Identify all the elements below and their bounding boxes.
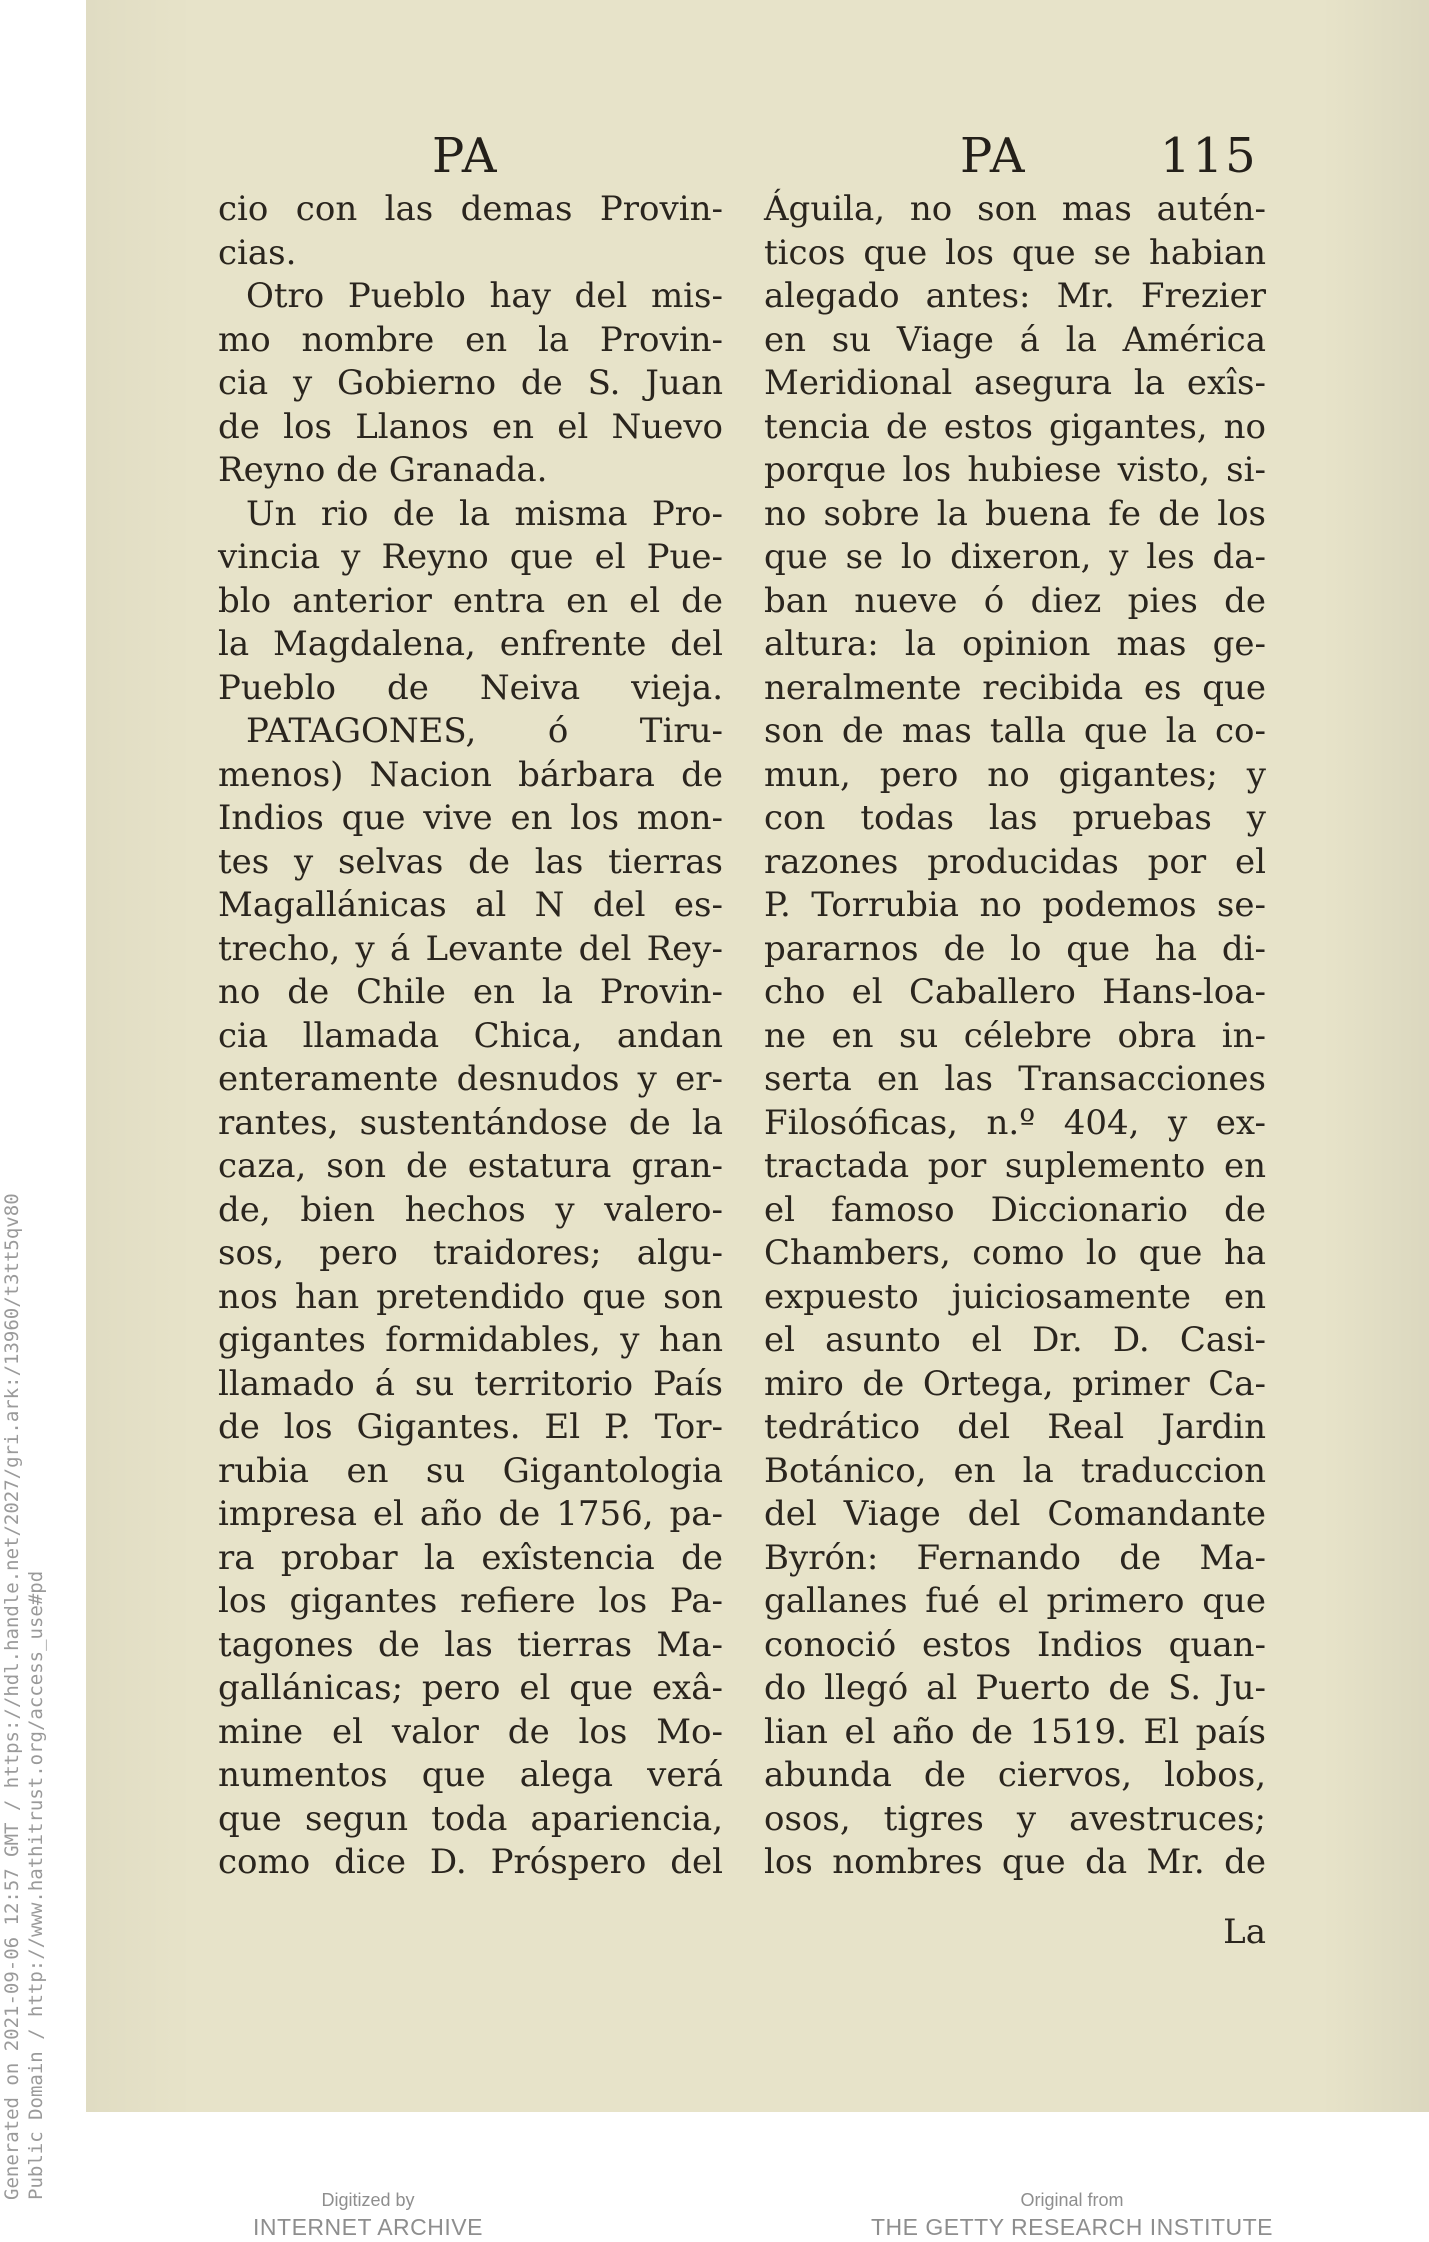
text-line: cio con las demas Provin- (218, 189, 723, 229)
text-line: gigantes formidables, y han (218, 1320, 723, 1360)
text-line: como dice D. Próspero del (218, 1842, 723, 1882)
text-line: cho el Caballero Hans-loa- (764, 972, 1266, 1012)
original-from-credit (862, 2188, 1282, 2242)
catchword (764, 1911, 1266, 1955)
text-line: blo anterior entra en el de (218, 580, 723, 621)
text-line: abunda de ciervos, lobos, (764, 1755, 1266, 1795)
text-line: alegado antes: Mr. Frezier (764, 276, 1266, 316)
getty-institute-label: THE GETTY RESEARCH INSTITUTE (870, 2214, 1274, 2240)
text-line: de los Llanos en el Nuevo (218, 406, 723, 447)
text-line: son de mas talla que la co- (764, 711, 1266, 751)
text-line: lian el año de 1519. El país (764, 1711, 1266, 1752)
text-line: miro de Ortega, primer Ca- (764, 1363, 1266, 1404)
text-line: cia y Gobierno de S. Juan (218, 363, 723, 403)
right-text-column (764, 188, 1266, 1885)
text-line: Águila, no son mas autén- (764, 189, 1266, 229)
generated-notice-line-1: Generated on 2021-09-06 12:57 GMT / https://hdl.handle.net/2027/gri.ark:/13960/t3tt5qv80 (1, 1193, 23, 2200)
text-line: Magallánicas al N del es- (218, 885, 723, 925)
text-line: ticos que los que se habian (764, 232, 1266, 273)
text-line: menos) Nacion bárbara de (218, 754, 723, 795)
text-line: do llegó al Puerto de S. Ju- (764, 1668, 1266, 1708)
text-line: cia llamada Chica, andan (218, 1015, 723, 1056)
text-line: tencia de estos gigantes, no (764, 406, 1266, 447)
text-line: cias. (218, 232, 297, 273)
text-line: nos han pretendido que son (218, 1276, 723, 1317)
text-line: no de Chile en la Provin- (218, 972, 723, 1012)
text-line: mun, pero no gigantes; y (764, 754, 1266, 795)
digitized-by-credit (238, 2188, 498, 2242)
left-text-column (218, 188, 723, 1885)
text-line: expuesto juiciosamente en (764, 1276, 1266, 1317)
text-line: con todas las pruebas y (764, 798, 1266, 838)
text-line: que segun toda apariencia, (218, 1798, 723, 1839)
internet-archive-label: INTERNET ARCHIVE (253, 2214, 483, 2240)
text-line: mo nombre en la Provin- (218, 319, 723, 360)
running-head-right: PA (960, 128, 1027, 184)
text-line: gallánicas; pero el que exâ- (218, 1668, 723, 1708)
text-line: tagones de las tierras Ma- (218, 1624, 723, 1665)
text-line: Botánico, en la traduccion (764, 1450, 1266, 1491)
text-line: sos, pero traidores; algu- (218, 1233, 723, 1273)
text-line: Otro Pueblo hay del mis- (246, 276, 723, 316)
text-line: tes y selvas de las tierras (218, 841, 723, 882)
text-line: Chambers, como lo que ha (764, 1233, 1266, 1273)
text-line: Meridional asegura la exîs- (764, 363, 1266, 403)
text-line: gallanes fué el primero que (764, 1581, 1266, 1621)
generated-notice (0, 1100, 60, 2200)
text-line: de los Gigantes. El P. Tor- (218, 1407, 723, 1447)
text-line: impresa el año de 1756, pa- (218, 1494, 723, 1534)
digitized-by-label: Digitized by (321, 2190, 415, 2210)
text-line: serta en las Transacciones (764, 1059, 1266, 1099)
text-line: razones producidas por el (764, 841, 1266, 882)
text-line: rantes, sustentándose de la (218, 1102, 723, 1143)
page-number: 115 (1160, 128, 1258, 184)
text-line: ne en su célebre obra in- (764, 1015, 1266, 1056)
text-line: enteramente desnudos y er- (218, 1059, 723, 1099)
text-line: el famoso Diccionario de (764, 1189, 1266, 1230)
text-line: porque los hubiese visto, si- (764, 450, 1266, 490)
text-line: tedrático del Real Jardin (764, 1407, 1266, 1447)
text-line: neralmente recibida es que (764, 667, 1266, 708)
text-line: el asunto el Dr. D. Casi- (764, 1320, 1266, 1360)
text-line: conoció estos Indios quan- (764, 1624, 1266, 1665)
text-line: tractada por suplemento en (764, 1146, 1266, 1186)
catchword-text: La (1223, 1912, 1266, 1952)
text-line: del Viage del Comandante (764, 1494, 1266, 1534)
text-line: osos, tigres y avestruces; (764, 1798, 1266, 1839)
running-head-left: PA (432, 128, 499, 184)
text-line: numentos que alega verá (218, 1755, 723, 1795)
text-line: PATAGONES, ó Tiru- (246, 711, 723, 751)
text-line: llamado á su territorio País (218, 1363, 723, 1404)
text-line: Filosóficas, n.º 404, y ex- (764, 1102, 1266, 1143)
text-line: P. Torrubia no podemos se- (764, 885, 1266, 925)
text-line: Reyno de Granada. (218, 450, 548, 490)
text-line: vincia y Reyno que el Pue- (218, 537, 723, 577)
text-line: en su Viage á la América (764, 319, 1266, 360)
text-line: Un rio de la misma Pro- (246, 493, 723, 534)
text-line: Byrón: Fernando de Ma- (764, 1537, 1266, 1578)
text-line: mine el valor de los Mo- (218, 1711, 723, 1752)
text-line: los nombres que da Mr. de (764, 1842, 1266, 1882)
text-line: los gigantes refiere los Pa- (218, 1581, 723, 1621)
text-line: no sobre la buena fe de los (764, 493, 1266, 534)
text-line: Pueblo de Neiva vieja. (218, 667, 723, 708)
text-line: altura: la opinion mas ge- (764, 624, 1266, 664)
text-line: que se lo dixeron, y les da- (764, 537, 1266, 577)
text-line: ban nueve ó diez pies de (764, 580, 1266, 621)
generated-notice-line-2: Public Domain / http://www.hathitrust.org/access_use#pd (25, 1570, 47, 2200)
text-line: pararnos de lo que ha di- (764, 928, 1266, 969)
text-line: Indios que vive en los mon- (218, 798, 723, 838)
text-line: la Magdalena, enfrente del (218, 624, 723, 664)
text-line: caza, son de estatura gran- (218, 1146, 723, 1186)
text-line: trecho, y á Levante del Rey- (218, 928, 723, 969)
text-line: de, bien hechos y valero- (218, 1189, 723, 1230)
text-line: ra probar la exîstencia de (218, 1537, 723, 1578)
original-from-label: Original from (1020, 2190, 1124, 2210)
text-line: rubia en su Gigantologia (218, 1450, 723, 1491)
